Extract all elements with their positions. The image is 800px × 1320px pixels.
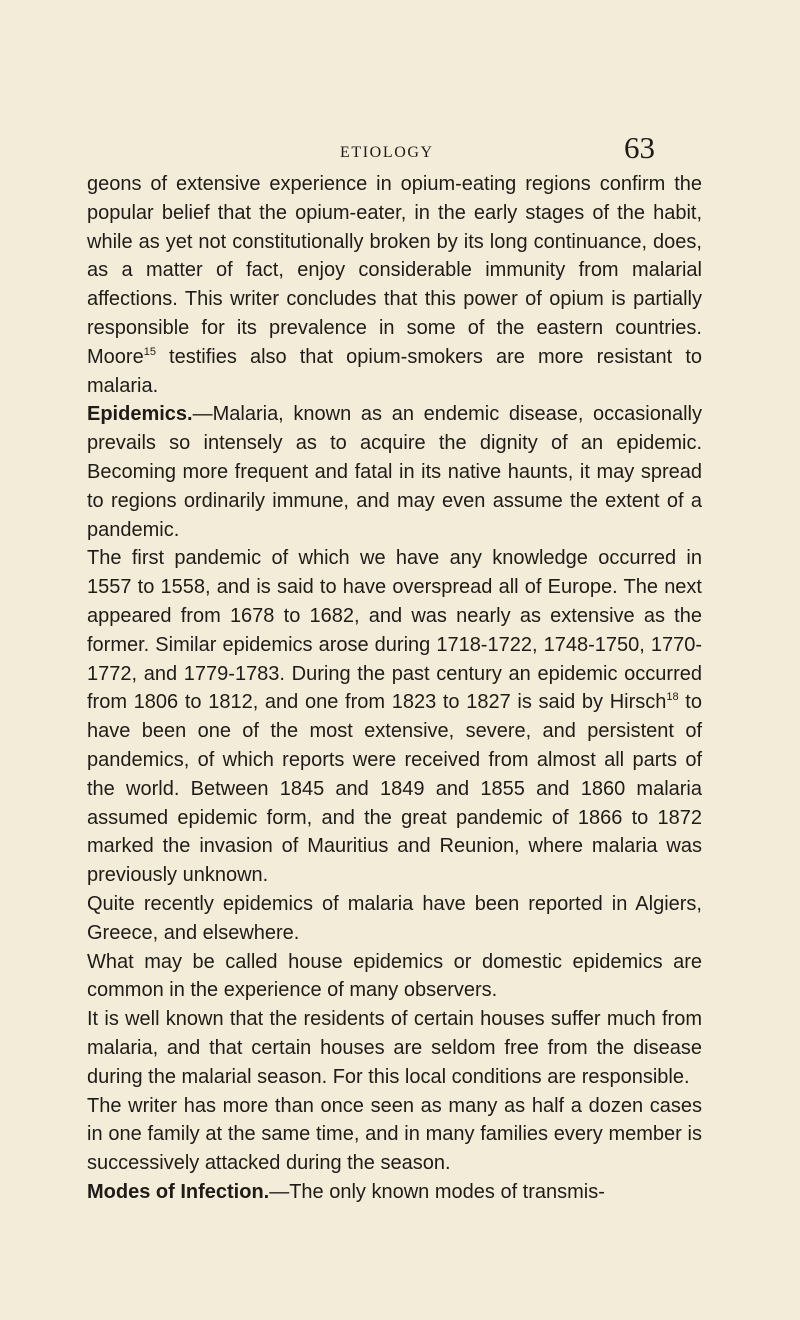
section-heading-modes-of-infection: Modes of Infection. — [87, 1180, 270, 1203]
section-heading-epidemics: Epidemics. — [87, 403, 193, 426]
footnote-reference: 15 — [143, 345, 156, 358]
paragraph-text: geons of extensive experience in opium-eating regions confirm the popular belief that the opium-eater, in the early stages of the habit, while as yet not constitutionally broken by its long continuance, does, as a matter of fact, enjoy considerable immunity from malarial affections. This writer concludes that this power of opium is partially responsible for its prevalence in some of the eastern countries. Moore — [87, 173, 702, 368]
page-header — [0, 130, 800, 170]
page-number: 63 — [624, 130, 655, 165]
paragraph-epidemics — [87, 400, 702, 544]
paragraph-family-cases: The writer has more than once seen as many as half a dozen cases in one family at the same time, and in many families every member is successively attacked during the season. — [87, 1094, 702, 1175]
footnote-reference: 18 — [666, 691, 679, 704]
paragraph-text: —Malaria, known as an endemic disease, occasionally prevails so intensely as to acquire the dignity of an epidemic. Becoming more frequent and fatal in its native haunts, it may spread to regions ordinarily immune, and may even assume the extent of a pandemic. — [87, 403, 702, 541]
paragraph-text: The first pandemic of which we have any knowledge occurred in 1557 to 1558, and is said to have overspread all of Europe. The next appeared from 1678 to 1682, and was nearly as extensive as the former. Similar epidemics arose during 1718-1722, 1748-1750, 1770-1772, and 1779-1783. During the past century an epidemic occurred from 1806 to 1812, and one from 1823 to 1827 is said by Hirsch — [87, 547, 702, 714]
paragraph-text: —The only known modes of transmis- — [269, 1180, 605, 1203]
paragraph-pandemics — [87, 544, 702, 890]
paragraph-house-epidemics: What may be called house epidemics or domestic epidemics are common in the experience of many observers. — [87, 950, 702, 1002]
running-title: ETIOLOGY — [340, 144, 434, 161]
paragraph-modes-of-infection — [87, 1178, 702, 1207]
paragraph-recent-epidemics: Quite recently epidemics of malaria have been reported in Algiers, Greece, and elsewhere. — [87, 892, 702, 944]
paragraph-text: testifies also that opium-smokers are more resistant to malaria. — [87, 345, 702, 397]
paragraph-text: to have been one of the most extensive, severe, and persistent of pandemics, of which reports were received from almost all parts of the world. Between 1845 and 1849 and 1855 and 1860 malaria assumed epidemic form, and the great pandemic of 1866 to 1872 marked the invasion of Mauritius and Reunion, where malaria was previously unknown. — [87, 691, 702, 887]
body-text — [87, 170, 702, 1207]
paragraph-opium-immunity — [87, 170, 702, 400]
paragraph-certain-houses: It is well known that the residents of certain houses suffer much from malaria, and that certain houses are seldom free from the disease during the malarial season. For this local conditions are responsible. — [87, 1008, 702, 1088]
